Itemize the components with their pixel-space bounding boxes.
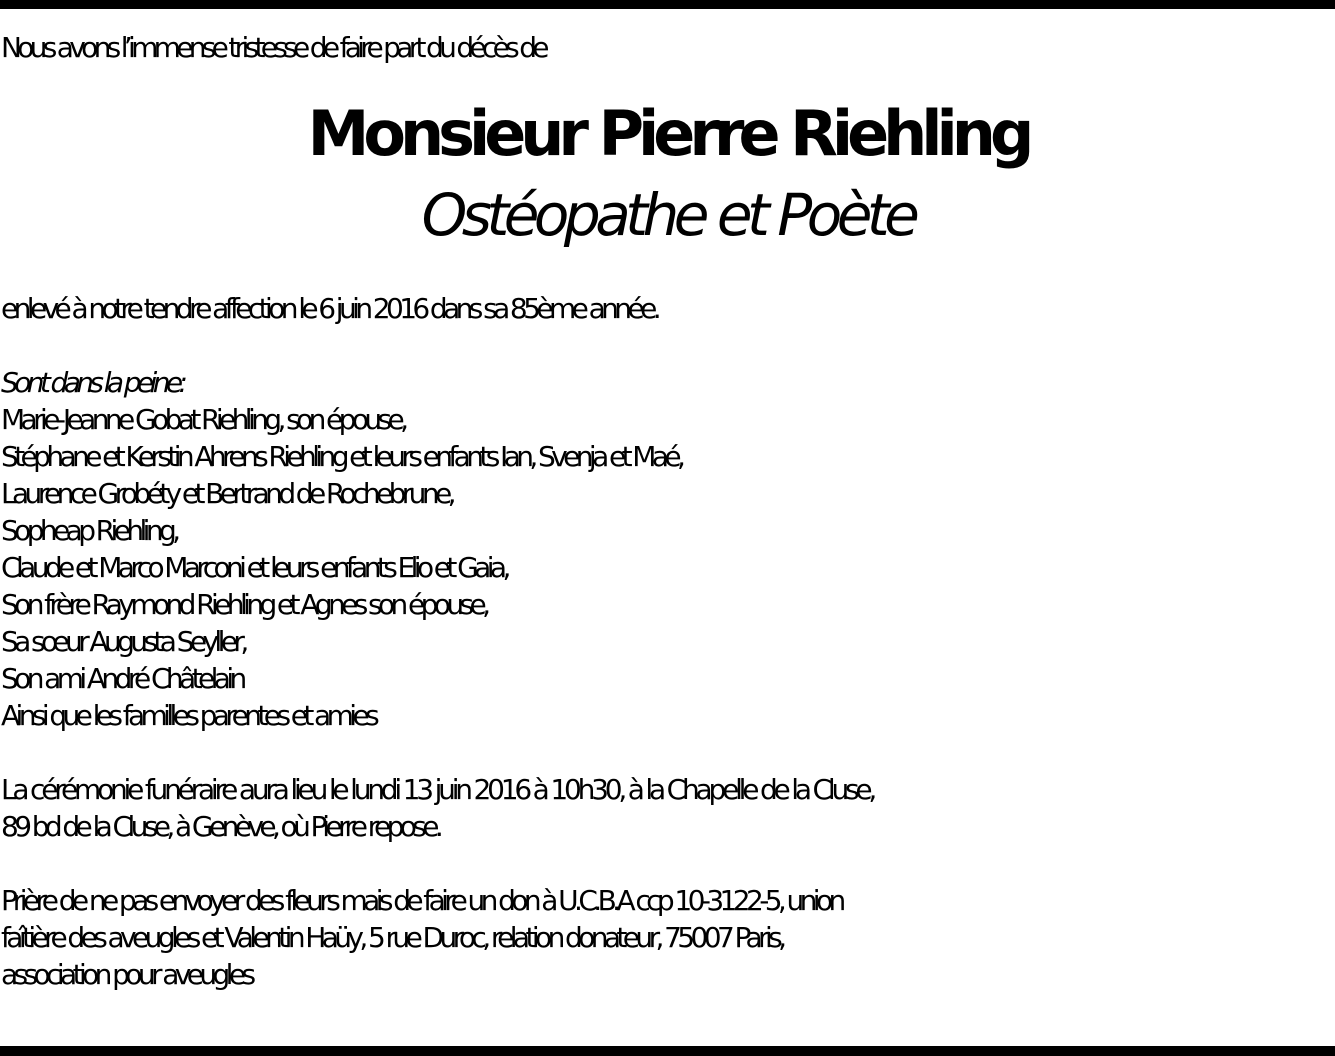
mourner-line: Stéphane et Kerstin Ahrens Riehling et leurs enfants Ian, Svenja et Maé, — [1, 440, 682, 473]
mourner-line: Marie-Jeanne Gobat Riehling, son épouse, — [1, 403, 405, 436]
deceased-name: Monsieur Pierre Riehling — [307, 97, 1029, 170]
mourners-list — [1, 401, 1335, 734]
mourners-section — [1, 364, 1335, 734]
bottom-border-rule — [0, 1046, 1335, 1056]
mourner-line: Sa sœur Augusta Seyller, — [1, 625, 245, 658]
intro-line: Nous avons l’immense tristesse de faire part du décès de — [1, 31, 545, 64]
top-border-rule — [0, 0, 1335, 9]
death-date-line: enlevé à notre tendre affection le 6 juin 2016 dans sa 85ème année. — [1, 292, 657, 325]
ceremony-line: 89 bd de la Cluse, à Genève, où Pierre repose. — [1, 810, 440, 843]
mourner-line: Laurence Grobéty et Bertrand de Rochebrune, — [1, 477, 452, 510]
donation-line: association pour aveugles — [1, 958, 252, 991]
ceremony-section — [1, 771, 1335, 845]
donation-line: Prière de ne pas envoyer des fleurs mais de faire un don à U.C.B.A ccp 10-3122-5, union — [1, 884, 842, 917]
deceased-profession: Ostéopathe et Poète — [421, 181, 915, 249]
mourner-line: Ainsi que les familles parentes et amies — [1, 699, 376, 732]
death-notice — [1, 29, 1335, 993]
mourner-line: Claude et Marco Marconi et leurs enfants Elio et Gaia, — [1, 551, 507, 584]
mourner-line: Son frère Raymond Riehling et Agnes son épouse, — [1, 588, 487, 621]
ceremony-line: La cérémonie funéraire aura lieu le lundi 13 juin 2016 à 10h30, à la Chapelle de la Cluse, — [1, 773, 874, 806]
donation-line: faîtière des aveugles et Valentin Haüy, 5 rue Duroc, relation donateur, 75007 Paris, — [1, 921, 783, 954]
mourners-heading: Sont dans la peine: — [1, 366, 184, 399]
mourner-line: Sopheap Riehling, — [1, 514, 177, 547]
donation-section — [1, 882, 1335, 993]
mourner-line: Son ami André Châtelain — [1, 662, 243, 695]
